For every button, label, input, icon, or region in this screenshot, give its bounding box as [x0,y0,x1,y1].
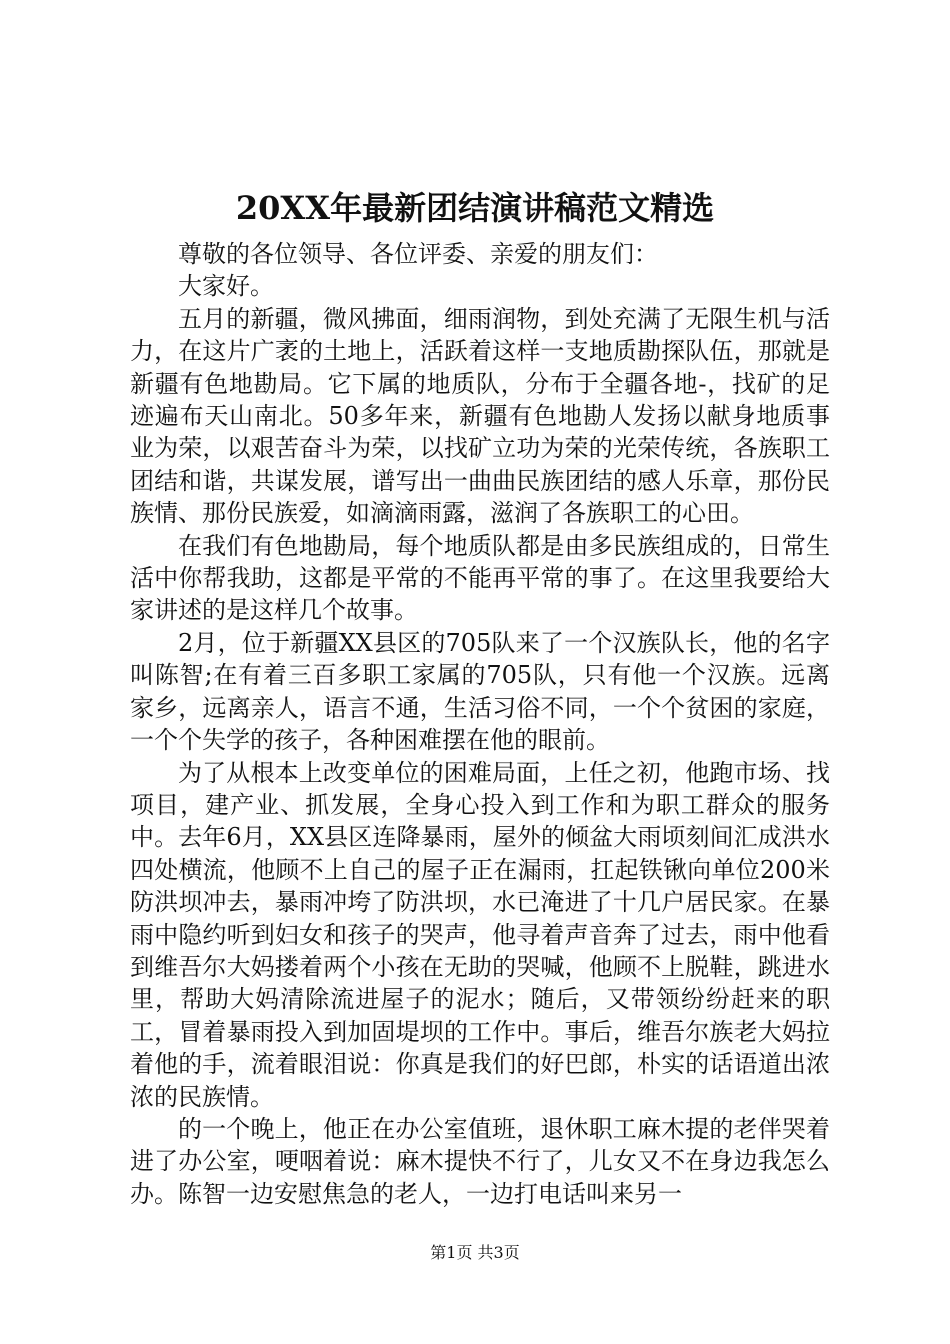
paragraph-2: 在我们有色地勘局，每个地质队都是由多民族组成的，日常生活中你帮我助，这都是平常的不能再平常的事了。在这里我要给大家讲述的是这样几个故事。 [130,531,830,625]
page-number-footer: 第1页 共3页 [430,1243,520,1262]
paragraph-greeting: 大家好。 [178,272,274,301]
paragraph-salutation: 尊敬的各位领导、各位评委、亲爱的朋友们： [178,240,658,268]
paragraph-1: 五月的新疆，微风拂面，细雨润物，到处充满了无限生机与活力，在这片广袤的土地上，活跃着这样一支地质勘探队伍，那就是新疆有色地勘局。它下属的地质队，分布于全疆各地-，找矿的足迹遍布天山南北。50多年来，新疆有色地勘人发扬以献身地质事业为荣，以艰苦奋斗为荣，以找矿立功为荣的光荣传统，各族职工团结和谐，共谋发展，谱写出一曲曲民族团结的感人乐章，那份民族情、那份民族爱，如滴滴雨露，滋润了各族职工的心田。 [130,304,830,528]
paragraph-5: 的一个晚上，他正在办公室值班，退休职工麻木提的老伴哭着进了办公室，哽咽着说：麻木提快不行了，儿女又不在身边我怎么办。陈智一边安慰焦急的老人，一边打电话叫来另一 [130,1114,830,1208]
document-body [130,238,830,1210]
paragraph-4: 为了从根本上改变单位的困难局面，上任之初，他跑市场、找项目，建产业、抓发展，全身心投入到工作和为职工群众的服务中。去年6月，XX县区连降暴雨，屋外的倾盆大雨顷刻间汇成洪水四处横流，他顾不上自己的屋子正在漏雨，扛起铁锹向单位200米防洪坝冲去，暴雨冲垮了防洪坝，水已淹进了十几户居民家。在暴雨中隐约听到妇女和孩子的哭声，他寻着声音奔了过去，雨中他看到维吾尔大妈搂着两个小孩在无助的哭喊，他顾不上脱鞋，跳进水里，帮助大妈清除流进屋子的泥水；随后，又带领纷纷赶来的职工，冒着暴雨投入到加固堤坝的工作中。事后，维吾尔族老大妈拉着他的手，流着眼泪说：你真是我们的好巴郎，朴实的话语道出浓浓的民族情。 [130,758,830,1111]
document-title: 20XX年最新团结演讲稿范文精选 [235,189,715,227]
paragraph-3: 2月，位于新疆XX县区的705队来了一个汉族队长，他的名字叫陈智;在有着三百多职工家属的705队，只有他一个汉族。远离家乡，远离亲人，语言不通，生活习俗不同，一个个贫困的家庭，一个个失学的孩子，各种困难摆在他的眼前。 [130,628,830,755]
